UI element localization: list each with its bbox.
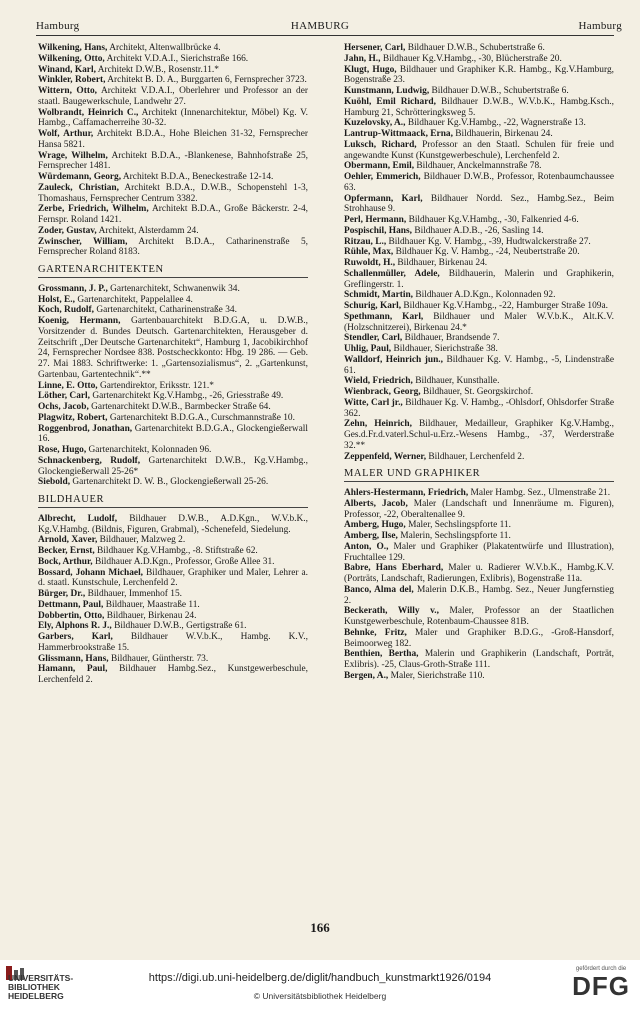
entry-details: Architekt (Innenarchitektur, Möbel) Kg. V. Hambg., Caffamacherreihe 30-32.: [38, 107, 309, 129]
directory-entry: [344, 312, 614, 334]
entry-details: Maler und Graphiker (Plakatentwürfe und Illustration), Fruchtallee 129.: [344, 541, 614, 563]
directory-entry: [38, 108, 308, 130]
directory-entry: [38, 535, 308, 546]
entry-name: Ochs, Jacob,: [38, 402, 89, 412]
entry-details: Bildhauer W.V.b.K., Hambg. K.V., Hammerbrookstraße 15.: [38, 632, 308, 653]
directory-entry: [344, 129, 614, 140]
directory-entry: [344, 376, 614, 387]
directory-entry: [38, 477, 308, 488]
entry-name: Bergen, A.,: [344, 670, 389, 681]
header-rule: [36, 35, 614, 36]
entry-details: Architekt D.W.B., Rosenstr.11.*: [95, 64, 219, 75]
directory-entry: [344, 258, 614, 269]
directory-entry: [344, 344, 614, 355]
entry-details: Bildhauer D.W.B., Schubertstraße 6.: [429, 86, 569, 96]
entry-name: Wilkening, Otto,: [38, 53, 105, 64]
entry-details: Bildhauer D.W.B., A.D.Kgn., W.V.b.K., Kg.V.Hambg. (Bildnis, Figuren, Grabmal), -Schenefeld, Siedelung.: [38, 513, 308, 535]
directory-entry: [38, 284, 308, 295]
directory-entry: [344, 215, 614, 226]
directory-entry: [38, 316, 308, 381]
entry-name: Koch, Rudolf,: [38, 305, 94, 316]
entry-details: Bildhauer Kg. V. Hambg., -Ohlsdorf, Ohlsdorfer Straße 362.: [344, 397, 614, 419]
entry-name: Oehler, Emmerich,: [344, 172, 421, 182]
entry-name: Pospischil, Hans,: [344, 225, 412, 236]
entry-name: Grossmann, J. P.,: [38, 283, 108, 294]
directory-entry: [38, 381, 308, 392]
source-url-link[interactable]: https://digi.ub.uni-heidelberg.de/diglit/handbuch_kunstmarkt1926/0194: [148, 972, 492, 984]
directory-entry: [344, 488, 614, 499]
entry-details: Bildhauer D.W.B., Gertigstraße 61.: [111, 621, 247, 632]
entry-details: Gartenarchitekt D.W.B., Barmbecker Straße 64.: [88, 402, 271, 412]
entry-name: Zehn, Heinrich,: [344, 419, 412, 430]
directory-entry: [344, 355, 614, 377]
directory-entry: [344, 290, 614, 301]
entry-name: Klugt, Hugo,: [344, 64, 397, 75]
entry-name: Wilkening, Hans,: [38, 43, 108, 53]
directory-entry: [38, 600, 308, 611]
entry-details: Bildhauer Kg. V. Hambg., -39, Hudtwalckerstraße 27.: [386, 236, 591, 247]
directory-entry: [38, 391, 308, 402]
directory-entry: [38, 65, 308, 76]
entry-details: Bildhauer, Anckelmannstraße 78.: [414, 161, 542, 172]
library-name-line3: HEIDELBERG: [8, 991, 64, 1001]
directory-entry: [38, 445, 308, 456]
entry-details: Gartenarchitekt, Pappelallee 4.: [74, 294, 193, 305]
entry-name: Linne, E. Otto,: [38, 380, 98, 391]
entry-details: Malerin, Sechslingspforte 11.: [397, 531, 511, 541]
section-heading: GARTENARCHITEKTEN: [38, 265, 308, 278]
entry-details: Maler Hambg. Sez., Ulmenstraße 21.: [468, 488, 611, 498]
library-name-line2: BIBLIOTHEK: [8, 982, 60, 992]
entry-name: Dettmann, Paul,: [38, 599, 104, 610]
entry-details: Malerin D.K.B., Hambg. Sez., Neuer Jungfernstieg 2.: [344, 584, 614, 606]
entry-details: Architekt V.D.A.I., Sierichstraße 166.: [104, 53, 249, 64]
entry-name: Jahn, H.,: [344, 53, 381, 64]
entry-name: Amberg, Hugo,: [344, 520, 406, 531]
entry-details: Maler (Landschaft und Innenräume m. Figuren), Professor, -22, Oberaltenallee 9.: [344, 498, 614, 520]
directory-entry: [344, 520, 614, 531]
directory-entry: [38, 611, 308, 622]
directory-entry: [38, 54, 308, 65]
entry-name: Zerbe, Friedrich, Wilhelm,: [38, 204, 149, 215]
directory-entry: [38, 632, 308, 654]
entry-details: Architekt B.D.A., Catharinenstraße 5, Fernsprecher Roland 8183.: [38, 236, 308, 258]
directory-entry: [344, 86, 614, 97]
page-number: 166: [310, 920, 330, 935]
entry-details: Bildhauerin, Malerin und Graphikerin, Greflingerstr. 1.: [344, 268, 615, 290]
entry-name: Hersener, Carl,: [344, 43, 406, 53]
entry-name: Siebold,: [38, 477, 71, 488]
directory-entry: [344, 333, 614, 344]
directory-entry: [344, 452, 614, 463]
entry-details: Bildhauer, Lerchenfeld 2.: [426, 451, 525, 462]
section-heading: MALER UND GRAPHIKER: [344, 469, 614, 482]
directory-entry: [38, 237, 308, 259]
entry-details: Bildhauer Hambg.Sez., Kunstgewerbeschule, Lerchenfeld 2.: [38, 664, 309, 685]
entry-name: Bossard, Johann Michael,: [38, 567, 144, 578]
entry-name: Stendler, Carl,: [344, 333, 403, 344]
entry-name: Zoder, Gustav,: [38, 225, 97, 236]
section-heading: BILDHAUER: [38, 495, 308, 508]
directory-entry: [344, 194, 614, 216]
directory-entry: [344, 606, 614, 628]
entry-details: Bildhauer, Birkenau 24.: [104, 610, 197, 621]
directory-entry: [344, 237, 614, 248]
directory-entry: [344, 118, 614, 129]
directory-entry: [344, 301, 614, 312]
entry-name: Albrecht, Ludolf,: [38, 513, 118, 524]
entry-details: Bildhauer Kg.V.Hambg., -22, Wagnerstraße 13.: [405, 118, 586, 129]
entry-details: Maler u. Radierer W.V.b.K., Hambg.K.V. (Porträts, Landschaft, Radierungen, Exlibris), Bogenstraße 11a.: [344, 563, 615, 584]
entry-details: Gartenarchitekt D.W.B., Kg.V.Hambg., Glockengießerwall 25-26*: [38, 455, 308, 477]
entry-details: Gartendirektor, Eriksstr. 121.*: [97, 380, 214, 391]
entry-name: Roggenbrod, Jonathan,: [38, 423, 133, 434]
library-name-line1: UNIVERSITÄTS-: [8, 973, 74, 983]
entry-name: Becker, Ernst,: [38, 546, 95, 556]
entry-details: Bildhauer D.W.B., Professor, Rotenbaumchaussee 63.: [344, 172, 614, 193]
entry-name: Winkler, Robert,: [38, 75, 106, 86]
entry-name: Wield, Friedrich,: [344, 376, 413, 387]
entry-details: Architekt V.D.A.I., Oberlehrer und Professor an der staatl. Baugewerkschule, Landwehr 27.: [38, 86, 308, 107]
entry-name: Hamann, Paul,: [38, 664, 108, 675]
directory-entry: [344, 531, 614, 542]
directory-entry: [38, 546, 308, 557]
running-head-center: HAMBURG: [290, 20, 350, 32]
entry-details: Bildhauer, Birkenau 24.: [395, 258, 488, 268]
directory-entry: [344, 563, 614, 585]
entry-details: Bildhauer, Malzweg 2.: [97, 535, 186, 546]
directory-entry: [344, 649, 614, 671]
directory-entry: [38, 183, 308, 205]
directory-entry: [344, 628, 614, 650]
directory-entry: [38, 413, 308, 424]
directory-entry: [344, 247, 614, 258]
entry-name: Dobbertin, Otto,: [38, 610, 105, 621]
directory-entry: [344, 161, 614, 172]
entry-details: Bildhauer, Sierichstraße 38.: [391, 344, 498, 354]
entry-name: Ritzau, L.,: [344, 236, 387, 247]
directory-entry: [38, 129, 308, 151]
directory-entry: [38, 151, 308, 173]
entry-name: Arnold, Xaver,: [38, 535, 98, 546]
entry-details: Maler und Graphiker B.D.G., -Groß-Hansdorf, Beimoorweg 182.: [344, 627, 614, 649]
entry-name: Witte, Carl jr.,: [344, 397, 403, 408]
directory-entry: [38, 295, 308, 306]
entry-details: Bildhauer A.D.Kgn., Professor, Große Allee 31.: [92, 556, 275, 567]
directory-entry: [38, 654, 308, 665]
entry-name: Glissmann, Hans,: [38, 653, 109, 664]
entry-details: Bildhauer und Graphiker K.R. Hambg., Kg.V.Hamburg, Bogenstraße 23.: [344, 64, 614, 86]
directory-entry: [38, 43, 308, 54]
entry-name: Zauleck, Christian,: [38, 182, 119, 193]
entry-details: Architekt B.D.A., Hohe Bleichen 31-32, Fernsprecher Hansa 5821.: [38, 129, 308, 150]
entry-details: Architekt B. D. A., Burggarten 6, Fernsprecher 3723.: [105, 75, 307, 86]
entry-name: Wittern, Otto,: [38, 86, 97, 96]
directory-entry: [344, 172, 614, 194]
entry-details: Bildhauer, Brandsende 7.: [402, 333, 500, 344]
entry-name: Wolbrandt, Heinrich C.,: [38, 107, 139, 118]
entry-name: Wolf, Arthur,: [38, 129, 94, 139]
entry-name: Schallenmüller, Adele,: [344, 268, 440, 279]
directory-entry: [344, 65, 614, 87]
directory-entry: [38, 204, 308, 226]
directory-entry: [344, 387, 614, 398]
entry-details: Bildhauer Kg.V.Hambg., -30, Falkenried 4-6.: [406, 215, 579, 225]
directory-entry: [38, 305, 308, 316]
entry-details: Bildhauer, Medailleur, Graphiker Kg.V.Hambg., Ges.d.Fr.d.vaterl.Schul-u.Erz.-Wesens Hambg., -37, Werderstraße 32.**: [344, 419, 614, 451]
entry-name: Plagwitz, Robert,: [38, 412, 108, 423]
entry-name: Perl, Hermann,: [344, 215, 407, 225]
left-column: [38, 43, 308, 686]
entry-name: Uhlig, Paul,: [344, 344, 392, 354]
entry-details: Gartenarchitekt, Catharinenstraße 34.: [94, 305, 237, 316]
directory-entry: [344, 671, 614, 682]
directory-entry: [38, 456, 308, 478]
entry-details: Bildhauer Kg. V. Hambg., -5, Lindenstraße 61.: [344, 354, 614, 376]
directory-entry: [38, 664, 308, 686]
directory-entry: [344, 585, 614, 607]
entry-details: Bildhauer Nordd. Sez., Hambg.Sez., Beim Strohhause 9.: [344, 193, 615, 215]
entry-details: Bildhauer, Immenhof 15.: [85, 589, 182, 599]
entry-details: Bildhauerin, Birkenau 24.: [452, 129, 553, 139]
entry-details: Gartenbauarchitekt B.D.G.A, u. D.W.B., Vorsitzender d. Bundes Deutsch. Gartenarchitekten, Herausgeber d. Zeitschrift „Der Deutsche Gartenarchitekt“, Hamburg 1, Jacobikirchhof 24, Fernsprecher Nordsee 838. Postscheckkonto: Hbg. 19 286. — Geb. 27. Mai 1883. Schriftwerke: 1. „Gartensozialismus“, 2. „Gartenkunst, Gartenbau, Gartentechnik“.**: [38, 316, 308, 380]
right-column: [344, 43, 614, 682]
entry-details: Bildhauer, St. Georgskirchof.: [420, 387, 534, 397]
entry-details: Bildhauer und Maler W.V.b.K., Alt.K.V. (Holzschnitzerei), Birkenau 24.*: [344, 311, 614, 333]
entry-name: Kuzelovsky, A.,: [344, 118, 406, 129]
entry-details: Bildhauer, Güntherstr. 73.: [108, 653, 209, 664]
entry-name: Ahlers-Hestermann, Friedrich,: [344, 488, 469, 498]
entry-details: Bildhauer A.D.B., -26, Sasling 14.: [412, 225, 544, 236]
entry-name: Wienbrack, Georg,: [344, 387, 421, 397]
directory-entry: [344, 269, 614, 291]
entry-name: Ely, Alphons R. J.,: [38, 621, 112, 632]
directory-entry: [344, 226, 614, 237]
entry-details: Architekt B.D.A., D.W.B., Schopenstehl 1-3, Thomashaus, Fernsprecher Centrum 3382.: [38, 182, 308, 204]
entry-name: Luksch, Richard,: [344, 139, 417, 150]
entry-name: Spethmann, Karl,: [344, 311, 424, 322]
entry-details: Bildhauer A.D.Kgn., Kolonnaden 92.: [413, 290, 556, 301]
entry-details: Gartenarchitekt, Kolonnaden 96.: [86, 445, 212, 455]
entry-details: Malerin und Graphikerin (Landschaft, Porträt, Exlibris). -25, Claus-Groth-Straße 111.: [344, 649, 614, 670]
directory-entry: [38, 86, 308, 108]
entry-name: Behnke, Fritz,: [344, 627, 407, 638]
entry-name: Banco, Alma del,: [344, 584, 414, 595]
directory-entry: [38, 557, 308, 568]
entry-name: Würdemann, Georg,: [38, 172, 122, 182]
entry-name: Garbers, Karl,: [38, 632, 113, 642]
directory-entry: [38, 424, 308, 446]
entry-name: Lantrup-Wittmaack, Erna,: [344, 129, 453, 139]
entry-details: Bildhauer Kg.V.Hambg., -8. Stiftstraße 62.: [94, 546, 258, 556]
entry-details: Architekt B.D.A., Große Bäckerstr. 2-4, Fernspr. Roland 1421.: [38, 204, 308, 225]
entry-details: Gartenarchitekt Kg.V.Hambg., -26, Griesstraße 49.: [90, 391, 284, 402]
directory-entry: [38, 172, 308, 183]
entry-name: Rühle, Max,: [344, 247, 394, 258]
entry-details: Bildhauer D.W.B., Schubertstraße 6.: [405, 43, 545, 53]
directory-entry: [344, 499, 614, 521]
directory-entry: [344, 54, 614, 65]
directory-entry: [344, 140, 614, 162]
entry-details: Bildhauer, Graphiker und Maler, Lehrer a. d. staatl. Kunstschule, Lerchenfeld 2.: [38, 567, 309, 589]
dfg-logo: [572, 966, 630, 1000]
entry-name: Zeppenfeld, Werner,: [344, 451, 427, 462]
entry-name: Zwinscher, William,: [38, 236, 128, 247]
entry-details: Gartenarchitekt B.D.G.A., Glockengießerwall 16.: [38, 423, 308, 445]
entry-name: Beckerath, Willy v.,: [344, 606, 439, 617]
dfg-logo-text: DFG: [572, 971, 630, 1001]
directory-entry: [38, 568, 308, 590]
directory-entry: [344, 419, 614, 451]
directory-entry: [38, 75, 308, 86]
directory-entry: [38, 621, 308, 632]
entry-details: Bildhauer D.W.B., W.V.b.K., Hambg.Ksch., Hamburg 21, Schrötteringksweg 5.: [344, 96, 614, 118]
footer-bar: [0, 960, 640, 1013]
entry-name: Koenig, Hermann,: [38, 316, 121, 326]
entry-name: Amberg, Ilse,: [344, 531, 398, 541]
entry-details: Maler, Professor an der Staatlichen Kunstgewerbeschule, Rotenbaum-Chaussee 81B.: [344, 606, 614, 627]
entry-details: Bildhauer, Kunsthalle.: [412, 376, 500, 387]
copyright-notice: © Universitätsbibliothek Heidelberg: [253, 991, 387, 1001]
directory-entry: [38, 402, 308, 413]
entry-details: Professor an den Staatl. Schulen für freie und angewandte Kunst (Kunstgewerbeschule), Lerchenfeld 2.: [344, 139, 614, 161]
directory-entry: [38, 226, 308, 237]
entry-details: Architekt B.D.A., Beneckestraße 12-14.: [121, 172, 274, 182]
entry-details: Bildhauer Kg.V.Hambg., -22, Hamburger Straße 109a.: [401, 301, 608, 311]
entry-name: Schnackenberg, Rudolf,: [38, 455, 141, 466]
entry-name: Kunstmann, Ludwig,: [344, 86, 430, 96]
entry-details: Gartenarchitekt B.D.G.A., Curschmannstraße 10.: [107, 412, 295, 423]
directory-entry: [344, 542, 614, 564]
entry-name: Benthien, Bertha,: [344, 649, 419, 660]
entry-details: Bildhauer Kg.V.Hambg., -30, Blücherstraße 20.: [380, 53, 562, 64]
directory-entry: [344, 398, 614, 420]
entry-details: Maler, Sechslingspforte 11.: [405, 520, 511, 531]
entry-name: Schmidt, Martin,: [344, 290, 414, 301]
entry-name: Obermann, Emil,: [344, 161, 415, 172]
directory-entry: [344, 43, 614, 54]
entry-name: Opfermann, Karl,: [344, 193, 423, 204]
directory-entry: [344, 97, 614, 119]
directory-entry: [38, 514, 308, 536]
entry-details: Architekt B.D.A., -Blankenese, Bahnhofstraße 25, Fernsprecher 1481.: [38, 150, 309, 172]
entry-details: Bildhauer Kg. V. Hambg., -24, Neubertstraße 20.: [393, 247, 580, 258]
entry-name: Bock, Arthur,: [38, 556, 93, 567]
entry-details: Architekt, Alsterdamm 24.: [96, 225, 199, 236]
entry-details: Bildhauer, Maastraße 11.: [103, 599, 200, 610]
entry-name: Anton, O.,: [344, 541, 389, 552]
entry-name: Alberts, Jacob,: [344, 498, 408, 509]
entry-name: Wrage, Wilhelm,: [38, 150, 108, 161]
entry-name: Winand, Karl,: [38, 64, 96, 75]
entry-name: Rose, Hugo,: [38, 445, 87, 455]
directory-entry: [38, 589, 308, 600]
entry-details: Maler, Sierichstraße 110.: [388, 670, 485, 681]
entry-details: Gartenarchitekt D. W. B., Glockengießerwall 25-26.: [70, 477, 269, 488]
entry-name: Walldorf, Heinrich jun.,: [344, 354, 443, 365]
entry-name: Schurig, Karl,: [344, 301, 402, 311]
entry-name: Kuöhl, Emil Richard,: [344, 96, 436, 107]
running-head-left: Hamburg: [36, 20, 80, 32]
entry-details: Architekt, Altenwallbrücke 4.: [107, 43, 221, 53]
entry-name: Holst, E.,: [38, 294, 75, 305]
entry-details: Gartenarchitekt, Schwanenwik 34.: [107, 283, 240, 294]
entry-name: Löther, Carl,: [38, 391, 90, 402]
running-head-right: Hamburg: [578, 20, 622, 32]
entry-name: Ruwoldt, H.,: [344, 258, 396, 268]
entry-name: Babre, Hans Eberhard,: [344, 563, 444, 574]
entry-name: Bürger, Dr.,: [38, 589, 86, 599]
funder-caption: gefördert durch die: [575, 966, 627, 972]
